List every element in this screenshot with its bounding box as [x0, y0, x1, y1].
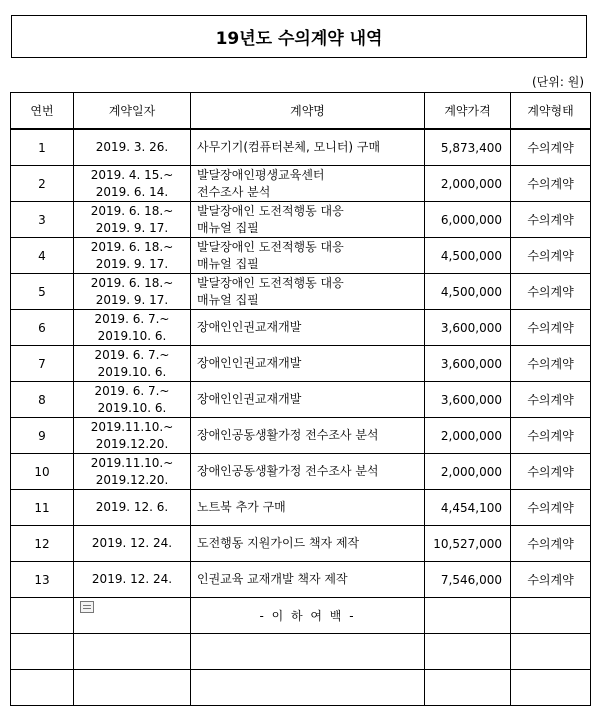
unit-label: (단위: 원): [532, 75, 584, 89]
row-price: 2,000,000: [425, 418, 511, 454]
name-line-2: 전수조사 분석: [197, 184, 271, 199]
table-row: [11, 562, 591, 598]
date-end: 2019. 9. 17.: [95, 292, 169, 307]
row-name: [191, 166, 425, 202]
table-row: [11, 202, 591, 238]
header-date: 계약일자: [74, 93, 191, 130]
table-row: [11, 418, 591, 454]
row-date: [74, 346, 191, 382]
row-no: 6: [11, 310, 74, 346]
name-line-1: 장애인공동생활가정 전수조사 분석: [197, 428, 379, 442]
name-line-1: 장애인인권교재개발: [197, 356, 302, 370]
name-line-1: 장애인인권교재개발: [197, 392, 302, 406]
table-row: [11, 382, 591, 418]
row-date: [74, 382, 191, 418]
date-start: 2019. 6. 18.~: [90, 203, 174, 218]
row-no: 13: [11, 562, 74, 598]
contract-table: [10, 92, 591, 706]
row-price: 3,600,000: [425, 346, 511, 382]
row-price: 6,000,000: [425, 202, 511, 238]
memo-icon[interactable]: [80, 601, 94, 613]
row-price: 5,873,400: [425, 129, 511, 166]
row-type: 수의계약: [511, 454, 591, 490]
date-end: 2019. 9. 17.: [95, 220, 169, 235]
name-line-1: 노트북 추가 구매: [197, 500, 286, 514]
row-name: [191, 454, 425, 490]
row-type: 수의계약: [511, 346, 591, 382]
row-date: [74, 166, 191, 202]
row-type: 수의계약: [511, 202, 591, 238]
row-date: [74, 526, 191, 562]
date-start: 2019. 6. 18.~: [90, 239, 174, 254]
date-start: 2019. 4. 15.~: [90, 167, 174, 182]
name-line-1: 발달장애인평생교육센터: [197, 167, 325, 182]
row-type: 수의계약: [511, 274, 591, 310]
empty-row: [11, 634, 591, 670]
date-end: 2019.12.20.: [95, 472, 169, 487]
row-type: 수의계약: [511, 382, 591, 418]
name-line-1: 발달장애인 도전적행동 대응: [197, 275, 344, 290]
date-end: 2019.12.20.: [95, 436, 169, 451]
table-row: [11, 129, 591, 166]
row-type: 수의계약: [511, 526, 591, 562]
row-name: [191, 418, 425, 454]
row-type: 수의계약: [511, 129, 591, 166]
row-price: 3,600,000: [425, 310, 511, 346]
row-type: 수의계약: [511, 310, 591, 346]
row-name: [191, 274, 425, 310]
row-name: [191, 526, 425, 562]
date-start: 2019. 6. 7.~: [94, 347, 170, 362]
row-price: 4,500,000: [425, 238, 511, 274]
row-name: [191, 202, 425, 238]
row-no: 2: [11, 166, 74, 202]
row-no: 11: [11, 490, 74, 526]
name-line-1: 장애인인권교재개발: [197, 320, 302, 334]
blank-row: [11, 598, 591, 634]
row-name: [191, 382, 425, 418]
name-line-2: 매뉴얼 집필: [197, 256, 259, 271]
row-no: 9: [11, 418, 74, 454]
table-row: [11, 166, 591, 202]
page-title-box: [11, 15, 587, 58]
header-price: 계약가격: [425, 93, 511, 130]
date-start: 2019. 12. 24.: [91, 536, 173, 550]
row-type: 수의계약: [511, 562, 591, 598]
date-end: 2019.10. 6.: [97, 328, 167, 343]
row-date: [74, 454, 191, 490]
row-name: [191, 310, 425, 346]
row-price: 4,500,000: [425, 274, 511, 310]
table-row: [11, 346, 591, 382]
row-date: [74, 562, 191, 598]
row-name: [191, 346, 425, 382]
row-name: [191, 129, 425, 166]
header-name: 계약명: [191, 93, 425, 130]
row-date: [74, 490, 191, 526]
date-end: 2019. 9. 17.: [95, 256, 169, 271]
row-no: 8: [11, 382, 74, 418]
row-no: 5: [11, 274, 74, 310]
date-start: 2019. 12. 24.: [91, 572, 173, 586]
date-end: 2019.10. 6.: [97, 364, 167, 379]
row-type: 수의계약: [511, 238, 591, 274]
table-body: [11, 129, 591, 706]
row-price: 2,000,000: [425, 454, 511, 490]
name-line-1: 사무기기(컴퓨터본체, 모니터) 구매: [197, 140, 381, 154]
name-line-1: 인권교육 교재개발 책자 제작: [197, 572, 348, 586]
date-end: 2019.10. 6.: [97, 400, 167, 415]
date-start: 2019. 6. 18.~: [90, 275, 174, 290]
row-date: [74, 274, 191, 310]
date-start: 2019.11.10.~: [90, 455, 174, 470]
empty-row: [11, 670, 591, 706]
row-no: 7: [11, 346, 74, 382]
name-line-1: 장애인공동생활가정 전수조사 분석: [197, 464, 379, 478]
name-line-2: 매뉴얼 집필: [197, 220, 259, 235]
row-type: 수의계약: [511, 490, 591, 526]
row-name: [191, 238, 425, 274]
table-row: [11, 454, 591, 490]
row-name: [191, 562, 425, 598]
row-date: [74, 202, 191, 238]
row-date: [74, 418, 191, 454]
table-row: [11, 238, 591, 274]
header-type: 계약형태: [511, 93, 591, 130]
row-price: 7,546,000: [425, 562, 511, 598]
row-price: 4,454,100: [425, 490, 511, 526]
date-start: 2019. 3. 26.: [95, 140, 169, 154]
row-type: 수의계약: [511, 418, 591, 454]
row-date: [74, 238, 191, 274]
name-line-1: 발달장애인 도전적행동 대응: [197, 239, 344, 254]
table-row: [11, 310, 591, 346]
date-start: 2019. 6. 7.~: [94, 383, 170, 398]
header-no: 연번: [11, 93, 74, 130]
row-price: 3,600,000: [425, 382, 511, 418]
name-line-2: 매뉴얼 집필: [197, 292, 259, 307]
table-row: [11, 490, 591, 526]
row-no: 4: [11, 238, 74, 274]
row-no: 12: [11, 526, 74, 562]
date-start: 2019.11.10.~: [90, 419, 174, 434]
name-line-1: 발달장애인 도전적행동 대응: [197, 203, 344, 218]
date-end: 2019. 6. 14.: [95, 184, 169, 199]
page-title: 19년도 수의계약 내역: [215, 29, 383, 49]
row-no: 10: [11, 454, 74, 490]
row-no: 1: [11, 129, 74, 166]
blank-marker: - 이 하 여 백 -: [191, 598, 425, 634]
name-line-1: 도전행동 지원가이드 책자 제작: [197, 536, 360, 550]
date-start: 2019. 12. 6.: [95, 500, 169, 514]
row-price: 10,527,000: [425, 526, 511, 562]
table-row: [11, 274, 591, 310]
header-row: [11, 93, 591, 130]
row-date: [74, 310, 191, 346]
row-type: 수의계약: [511, 166, 591, 202]
row-date: [74, 129, 191, 166]
row-no: 3: [11, 202, 74, 238]
table-row: [11, 526, 591, 562]
row-price: 2,000,000: [425, 166, 511, 202]
date-start: 2019. 6. 7.~: [94, 311, 170, 326]
row-name: [191, 490, 425, 526]
